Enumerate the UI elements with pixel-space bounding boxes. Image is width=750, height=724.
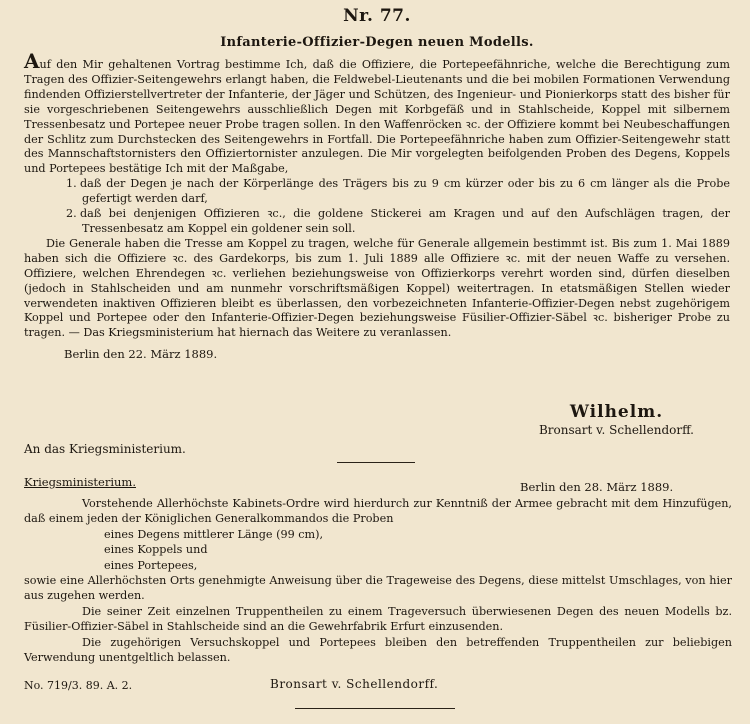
initial-letter: A — [24, 49, 40, 73]
ministry-signature: Bronsart v. Schellendorff. — [270, 677, 439, 691]
item-text: daß bei denjenigen Offizieren ꝛc., die goldene Stickerei am Kragen und auf den Aufschlägen tragen, der Tressenbesatz am Koppel ein goldener sein soll. — [80, 207, 730, 235]
list-item: eines Portepees, — [104, 558, 198, 572]
signature: Wilhelm. — [569, 402, 664, 422]
order-dateline: Berlin den 22. März 1889. — [64, 347, 218, 362]
item-number: 2. — [66, 207, 77, 221]
list-item: eines Koppels und — [104, 543, 208, 557]
list-item — [66, 177, 730, 207]
ministry-paragraph: Die zugehörigen Versuchskoppel und Portepees bleiben den betreffenden Truppentheilen zur beliebigen Verwendung unentgeltlich belassen. — [24, 635, 732, 665]
addressee: An das Kriegsministerium. — [24, 442, 186, 456]
document-number: Nr. 77. — [343, 6, 411, 26]
document-title: Infanterie-Offizier-Degen neuen Modells. — [220, 35, 534, 50]
reference-number: No. 719/3. 89. A. 2. — [24, 679, 133, 692]
order-intro — [24, 49, 730, 177]
bottom-divider — [295, 708, 455, 709]
list-item — [66, 207, 730, 237]
item-text: daß der Degen je nach der Körperlänge des Trägers bis zu 9 cm kürzer oder bis zu 6 cm länger als die Probe gefertigt werden darf, — [80, 177, 730, 206]
ministry-paragraph: Vorstehende Allerhöchste Kabinets-Ordre wird hierdurch zur Kenntniß der Armee gebracht mit dem Hinzufügen, daß einem jeden der Königlichen Generalkommandos die Proben — [24, 497, 732, 526]
ministry-paragraph: sowie eine Allerhöchsten Orts genehmigte Anweisung über die Trageweise des Degens, diese mittelst Umschlages, von hier aus zugehen werden. — [24, 574, 732, 603]
signature-block — [539, 402, 694, 437]
ministry-heading: Kriegsministerium. — [24, 475, 136, 489]
ministry-date: Berlin den 28. März 1889. — [520, 480, 674, 494]
divider — [337, 462, 415, 463]
ministry-paragraph: Die seiner Zeit einzelnen Truppentheilen zu einem Trageversuch überwiesenen Degen des neuen Modells bz. Füsilier-Offizier-Säbel in Stahlscheide sind an die Gewehrfabrik Erfurt einzusenden. — [24, 604, 732, 634]
order-body: Die Generale haben die Tresse am Koppel zu tragen, welche für Generale allgemein bestimmt ist. Bis zum 1. Mai 1889 haben sich die Offiziere ꝛc. des Gardekorps, bis zum 1. Juli 1889 alle Offiziere ꝛc. mit der neuen Waffe zu versehen. Offiziere, welchen Ehrendegen ꝛc. verliehen beziehungsweise von Offizierkorps verehrt worden sind, dürfen dieselben (jedoch in Stahlscheiden und am nunmehr vorschriftsmäßigen Koppel) weitertragen. In etatsmäßigen Stellen wieder verwendeten inaktiven Offizieren bleibt es überlassen, den vorbezeichneten Infanterie-Offizier-Degen nebst zugehörigem Koppel und Portepee oder den Infanterie-Offizier-Degen beziehungsweise Füsilier-Offizier-Säbel ꝛc. bisheriger Probe zu tragen. — Das Kriegsministerium hat hiernach das Weitere zu veranlassen. — [24, 236, 730, 340]
list-item: eines Degens mittlerer Länge (99 cm), — [104, 527, 324, 541]
order-intro-text: uf den Mir gehaltenen Vortrag bestimme Ich, daß die Offiziere, die Portepeefähnriche, welche die Berechtigung zum Tragen des Offizier-Seitengewehrs erlangt haben, die Feldwebel-Lieutenants und die bei mobilen Formationen Verwendung findenden Offizierstellvertreter der Infanterie, der Jäger und Schützen, des Ingenieur- und Pionierkorps statt des bisher für sie vorgeschriebenen Seitengewehrs ausschließlich Degen mit Korbgefäß und in Stahlscheide, Koppel mit silbernem Tressenbesatz und Portepee neuer Probe tragen sollen. In den Waffenröcken ꝛc. der Offiziere kommt bei Neubeschaffungen der Schlitz zum Durchstecken des Seitengewehrs in Fortfall. Die Portepeefähnriche haben zum Offizier-Seitengewehr statt des Mannschaftstornisters den Offiziertornister anzulegen. Die Mir vorgelegten beifolgenden Proben des Degens, Koppels und Portepees bestätige Ich mit der Maßgabe, — [24, 58, 730, 176]
ministry-text — [24, 496, 732, 665]
item-number: 1. — [66, 177, 77, 191]
countersignature: Bronsart v. Schellendorff. — [538, 423, 694, 437]
